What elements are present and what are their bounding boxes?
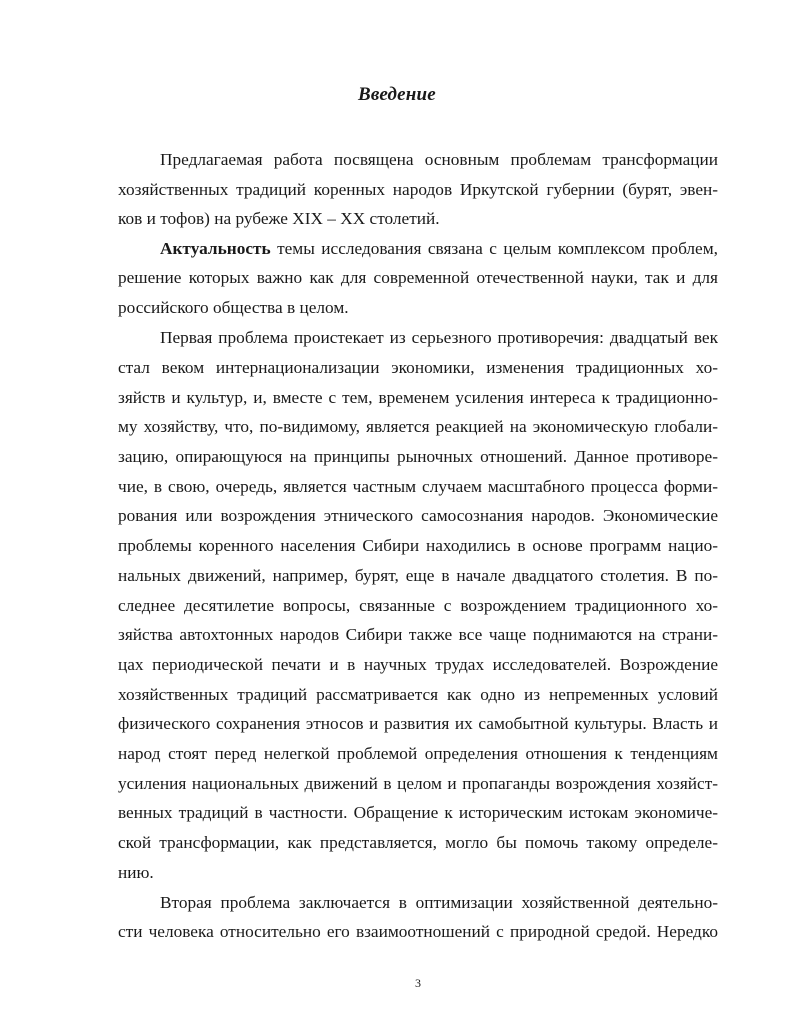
text-line: ков и тофов) на рубеже XIX – XX столетий. — [118, 209, 440, 228]
text-line: зяйства автохтонных народов Сибири также все чаще поднимаются на страни- — [118, 625, 718, 644]
text-line: физического сохранения этносов и развития их самобытной культуры. Власть и — [118, 714, 718, 733]
text-line: ской трансформации, как представляется, могло бы помочь такому определе- — [118, 833, 718, 852]
text-line: проблемы коренного населения Сибири находились в основе программ нацио- — [118, 536, 718, 555]
bold-term: Актуальность — [160, 239, 271, 258]
page-number: 3 — [415, 976, 421, 990]
text-line: Предлагаемая работа посвящена основным проблемам трансформации — [160, 150, 718, 169]
text-line: цах периодической печати и в научных трудах исследователей. Возрождение — [118, 655, 718, 674]
text-line: хозяйственных традиций коренных народов Иркутской губернии (бурят, эвен- — [118, 180, 718, 199]
text-line: нальных движений, например, бурят, еще в начале двадцатого столетия. В по- — [118, 566, 718, 585]
text-line: Вторая проблема заключается в оптимизации хозяйственной деятельно- — [160, 893, 718, 912]
page-title: Введение — [358, 84, 436, 105]
text-line: нию. — [118, 863, 154, 882]
text-line: следнее десятилетие вопросы, связанные с возрождением традиционного хо- — [118, 596, 718, 615]
text-line: чие, в свою, очередь, является частным случаем масштабного процесса форми- — [118, 477, 718, 496]
text-line: рования или возрождения этнического самосознания народов. Экономические — [118, 506, 718, 525]
text-line: му хозяйству, что, по-видимому, является реакцией на экономическую глобали- — [118, 417, 718, 436]
text-line: зяйств и культур, и, вместе с тем, временем усиления интереса к традиционно- — [118, 388, 718, 407]
text-line: сти человека относительно его взаимоотношений с природной средой. Нередко — [118, 922, 718, 941]
text-line: зацию, опирающуюся на принципы рыночных отношений. Данное противоре- — [118, 447, 718, 466]
text-line: усиления национальных движений в целом и пропаганды возрождения хозяйст- — [118, 774, 718, 793]
text-fragment: темы исследования связана с целым комплексом проблем, — [270, 239, 718, 258]
text-line: венных традиций в частности. Обращение к историческим истокам экономиче- — [118, 803, 718, 822]
text-line: российского общества в целом. — [118, 298, 349, 317]
text-line: народ стоят перед нелегкой проблемой определения отношения к тенденциям — [118, 744, 718, 763]
text-line: Первая проблема проистекает из серьезного противоречия: двадцатый век — [160, 328, 718, 347]
text-line — [160, 239, 718, 259]
text-line: хозяйственных традиций рассматривается как одно из непременных условий — [118, 685, 718, 704]
text-line: решение которых важно как для современной отечественной науки, так и для — [118, 268, 718, 287]
text-line: стал веком интернационализации экономики, изменения традиционных хо- — [118, 358, 718, 377]
